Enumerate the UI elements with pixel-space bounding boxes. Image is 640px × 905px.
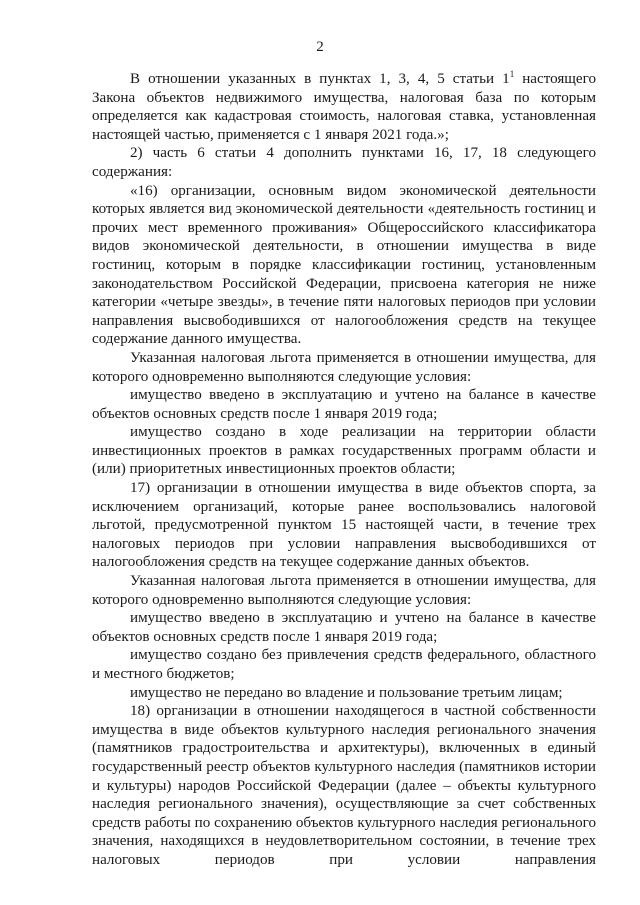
- paragraph: Указанная налоговая льгота применяется в отношении имущества, для которого одновременно выполняются следующие условия:: [92, 349, 596, 385]
- paragraph: имущество введено в эксплуатацию и учтено на балансе в качестве объектов основных средств после 1 января 2019 года;: [92, 387, 596, 422]
- paragraph: имущество не передано во владение и пользование третьим лицам;: [130, 684, 563, 701]
- superscript: 1: [509, 69, 515, 79]
- paragraph: 2) часть 6 статьи 4 дополнить пунктами 16, 17, 18 следующего содержания:: [92, 145, 596, 180]
- paragraph: имущество введено в эксплуатацию и учтено на балансе в качестве объектов основных средств после 1 января 2019 года;: [92, 610, 596, 645]
- paragraph: 18) организации в отношении находящегося в частной собственности имущества в виде объектов культурного наследия регионального значения (памятников градостроительства и архитектуры), включенных в единый государственный реестр объектов культурного наследия (памятников истории и культуры) народов Российской Федерации (далее – объекты культурного наследия регионального значения), осуществляющие за счет собственных средств работы по сохранению объектов культурного наследия регионального значения, находящихся в неудовлетворительном состоянии, в течение трех налоговых периодов при условии направления: [92, 703, 596, 868]
- paragraph: имущество создано в ходе реализации на территории области инвестиционных проектов в рамках государственных программ области и (или) приоритетных инвестиционных проектов области;: [92, 424, 596, 478]
- paragraph: имущество создано без привлечения средств федерального, областного и местного бюджетов;: [92, 647, 596, 682]
- paragraph: Указанная налоговая льгота применяется в отношении имущества, для которого одновременно выполняются следующие условия:: [92, 573, 596, 608]
- paragraph: В отношении указанных в пунктах 1, 3, 4, 5 статьи $1^1$ настоящего Закона объектов недвижимого имущества, налоговая база по которым определяется как кадастровая стоимость, налоговая ставка, установленная настоящей частью, применяется с 1 января 2021 года.»;: [92, 69, 596, 143]
- paragraph: «16) организации, основным видом экономической деятельности которых является вид экономической деятельности «деятельность гостиниц и прочих мест временного проживания» Общероссийского классификатора видов экономической деятельности, в отношении имущества в виде гостиниц, которым в порядке классификации гостиниц, установленным законодательством Российской Федерации, присвоена категория не ниже категории «четыре звезды», в течение пяти налоговых периодов при условии направления высвободившихся от налогообложения средств на текущее содержание данного имущества.: [92, 182, 596, 348]
- paragraph: 17) организации в отношении имущества в виде объектов спорта, за исключением организаций, которые ранее воспользовались налоговой льготой, предусмотренной пунктом 15 настоящей части, в течение трех налоговых периодов при условии направления высвободившихся от налогообложения средств на текущее содержание данных объектов.: [92, 480, 596, 571]
- page-number: 2: [316, 39, 324, 55]
- document-body: [92, 70, 596, 870]
